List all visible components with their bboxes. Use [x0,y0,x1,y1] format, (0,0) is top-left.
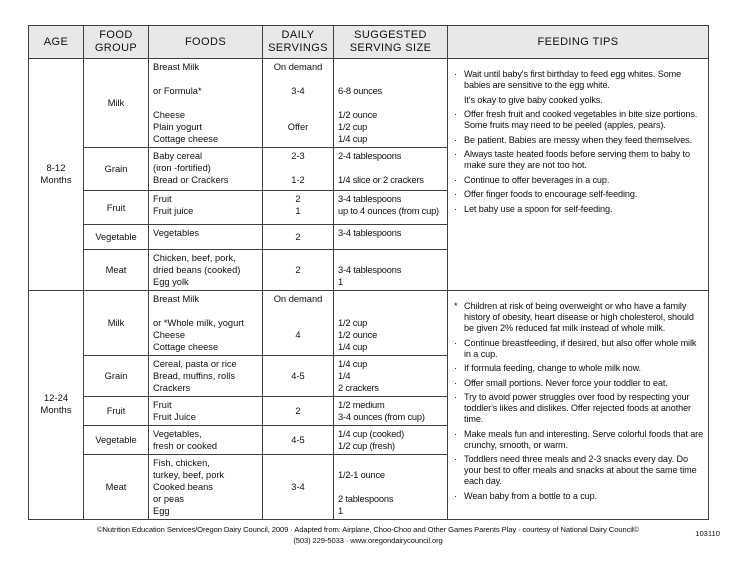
daily-servings-cell-line: 3-4 [291,86,305,96]
foods-cell-line: Chicken, beef, pork, [153,253,236,263]
feeding-tip [454,392,704,425]
tip-bullet: · [454,69,458,79]
daily-servings-cell-line: 2 [295,265,301,275]
serving-size-cell [334,250,448,291]
serving-size-cell [334,291,448,356]
feeding-chart-table [28,25,709,520]
food-group-cell: Fruit [84,397,149,426]
foods-cell-line: Bread, muffins, rolls [153,371,235,381]
serving-size-cell-line: 1/4 [338,371,351,381]
header-row [29,26,709,59]
foods-cell [149,225,263,250]
foods-cell-line: dried beans (cooked) [153,265,241,275]
serving-size-cell-line: 1/2 ounce [338,110,378,120]
serving-size-cell [334,426,448,455]
foods-cell-line: Egg [153,506,170,516]
tip-bullet: · [454,454,458,464]
serving-size-cell-line: 6-8 ounces [338,86,382,96]
food-group-cell: Fruit [84,191,149,225]
tip-text: Wean baby from a bottle to a cup. [464,490,598,501]
daily-servings-cell-line: 4-5 [291,371,305,381]
tip-text: Continue to offer beverages in a cup. [464,174,610,185]
serving-size-cell [334,397,448,426]
serving-size-cell-line: 2 crackers [338,383,379,393]
daily-servings-cell [263,455,334,520]
feeding-tip [454,175,704,186]
daily-servings-cell-line [267,305,329,317]
foods-cell-line: Vegetables, [153,429,202,439]
daily-servings-cell-line: 2 [295,232,301,242]
foods-cell-line: Cottage cheese [153,134,219,144]
foods-cell-line: Egg yolk [153,277,189,287]
foods-cell-line: or Formula* [153,86,202,96]
feeding-tip [454,204,704,215]
foods-cell-line: Cottage cheese [153,342,219,352]
serving-size-cell-line [338,97,443,109]
foods-cell [149,148,263,191]
serving-size-cell-line: 2-4 tablespoons [338,151,402,161]
tip-bullet: · [454,428,458,439]
tip-bullet [454,95,464,106]
column-header-food-group: FOOD GROUP [84,26,149,59]
daily-servings-cell-line: On demand [273,294,323,304]
feeding-tip [454,491,704,502]
tip-bullet: · [454,337,458,348]
foods-cell [149,250,263,291]
serving-size-cell-line: 1/4 cup [338,134,368,144]
tip-bullet: · [454,203,458,214]
daily-servings-cell [263,148,334,191]
food-group-cell: Milk [84,59,149,148]
serving-size-cell-line: 2 tablespoons [338,494,394,504]
serving-size-cell-line: 1/4 cup [338,342,368,352]
daily-servings-cell-line: On demand [273,62,323,72]
footer-contact-line: (503) 229-5033 · www.oregondairycouncil.org [293,536,443,545]
daily-servings-cell-line [267,317,329,329]
tip-text: Try to avoid power struggles over food by respecting your toddler's likes and dislikes. Offer rejected foods at another time. [464,392,691,424]
daily-servings-cell-line [267,133,329,145]
foods-cell-line: Fruit juice [153,206,194,216]
daily-servings-cell [263,250,334,291]
foods-cell-line [153,73,258,85]
daily-servings-cell-line: Offer [287,122,309,132]
daily-servings-cell [263,291,334,356]
feeding-tip [454,109,704,131]
feeding-tip [454,69,704,91]
feeding-tips-cell [448,59,709,291]
column-header-feeding-tips: FEEDING TIPS [448,26,709,59]
serving-size-cell-line: 1/2 cup (fresh) [338,441,395,451]
feeding-tips-cell [448,291,709,520]
serving-size-cell-line: 1/2 cup [338,122,368,132]
feeding-tip [454,301,704,334]
foods-cell-line: Fruit [153,194,172,204]
foods-cell-line: Baby cereal [153,151,203,161]
food-group-cell: Grain [84,356,149,397]
tip-text: It's okay to give baby cooked yolks. [464,94,603,105]
tip-text: If formula feeding, change to whole milk now. [464,363,641,373]
serving-size-cell-line: 1/4 cup (cooked) [338,429,405,439]
tip-bullet: · [454,134,458,145]
foods-cell [149,356,263,397]
daily-servings-cell-line: 1 [295,206,301,216]
daily-servings-cell [263,191,334,225]
serving-size-cell-line: 1/2 ounce [338,330,378,340]
serving-size-cell [334,225,448,250]
serving-size-cell-line: 1/4 slice or 2 crackers [338,175,424,185]
daily-servings-cell [263,59,334,148]
serving-size-cell [334,59,448,148]
tip-text: Offer finger foods to encourage self-feeding. [464,189,638,199]
daily-servings-cell-line: 4-5 [291,435,305,445]
daily-servings-cell-line: 2 [295,406,301,416]
serving-size-cell-line: 1/4 cup [338,359,368,369]
age-cell: 8-12 Months [29,59,84,291]
foods-cell-line [153,97,258,109]
feeding-tip [454,363,704,374]
serving-size-cell-line: 1 [338,506,343,516]
serving-size-cell-line: 1/2 medium [338,400,385,410]
daily-servings-cell-line [267,162,329,174]
table-row [29,291,709,356]
feeding-tip [454,135,704,146]
feeding-tip [454,338,704,360]
daily-servings-cell-line [267,109,329,121]
tip-bullet: · [454,490,458,501]
foods-cell [149,426,263,455]
foods-cell-line: (iron -fortified) [153,163,211,173]
foods-cell [149,291,263,356]
tip-bullet: · [454,377,458,388]
foods-cell-line: Fruit [153,400,172,410]
feeding-tip [454,429,704,451]
daily-servings-cell [263,397,334,426]
column-header-age: AGE [29,26,84,59]
foods-cell-line: turkey, beef, pork [153,470,225,480]
daily-servings-cell-line [267,341,329,353]
foods-cell-line: Breast Milk [153,294,199,304]
tip-text: Always taste heated foods before serving them to baby to make sure they are not too hot. [464,149,690,170]
food-group-cell: Grain [84,148,149,191]
serving-size-cell-line [338,252,443,264]
foods-cell-line: or peas [153,494,185,504]
tip-text: Offer small portions. Never force your toddler to eat. [464,377,668,388]
feeding-tip [454,149,704,171]
serving-size-cell [334,148,448,191]
serving-size-cell-line [338,162,443,174]
food-group-cell: Vegetable [84,426,149,455]
serving-size-cell [334,191,448,225]
foods-cell-line: Fruit Juice [153,412,196,422]
serving-size-cell-line [338,481,443,493]
foods-cell-line: Bread or Crackers [153,175,229,185]
tip-bullet: · [454,392,458,402]
serving-size-cell-line [338,293,443,305]
foods-cell-line: Cereal, pasta or rice [153,359,237,369]
foods-cell-line: Crackers [153,383,191,393]
daily-servings-cell-line [267,73,329,85]
serving-size-cell-line: 3-4 tablespoons [338,228,402,238]
foods-cell-line: or *Whole milk, yogurt [153,318,244,328]
tip-bullet: · [454,174,458,185]
tip-text: Children at risk of being overweight or who have a family history of obesity, heart disease or high cholesterol, should be given 2% reduced fat milk instead of whole milk. [464,301,694,333]
food-group-cell: Vegetable [84,225,149,250]
food-group-cell: Meat [84,455,149,520]
feeding-tip [454,454,704,487]
tip-bullet: · [454,109,458,119]
daily-servings-cell-line: 1-2 [291,175,305,185]
food-group-cell: Milk [84,291,149,356]
document-code: 103110 [695,529,720,538]
daily-servings-cell-line: 3-4 [291,482,305,492]
serving-size-cell-line [338,457,443,469]
serving-size-cell-line: 1/2 cup [338,318,368,328]
tip-bullet: · [454,149,458,159]
serving-size-cell-line [338,73,443,85]
serving-size-cell-line: 3-4 tablespoons [338,265,402,275]
tip-text: Let baby use a spoon for self-feeding. [464,203,613,214]
daily-servings-cell-line: 2 [295,194,301,204]
tip-text: Toddlers need three meals and 2-3 snacks every day. Do your best to offer meals and snacks at about the same time each day. [464,454,697,486]
serving-size-cell-line: 1 [338,277,343,287]
serving-size-cell-line: 3-4 ounces (from cup) [338,412,425,422]
foods-cell-line [153,305,258,317]
feeding-tip [454,189,704,200]
foods-cell [149,397,263,426]
tip-bullet: · [454,363,458,373]
column-header-daily-servings: DAILY SERVINGS [263,26,334,59]
serving-size-cell-line [338,305,443,317]
foods-cell [149,191,263,225]
daily-servings-cell-line [267,97,329,109]
age-cell: 12-24 Months [29,291,84,520]
column-header-foods: FOODS [149,26,263,59]
tip-text: Continue breastfeeding, if desired, but also offer whole milk in a cup. [464,337,697,359]
tip-text: Wait until baby's first birthday to feed egg whites. Some babies are sensitive to the egg white. [464,69,682,90]
food-group-cell: Meat [84,250,149,291]
serving-size-cell [334,356,448,397]
serving-size-cell-line: up to 4 ounces (from cup) [338,206,439,216]
daily-servings-cell-line: 4 [295,330,301,340]
daily-servings-cell-line: 2-3 [291,151,305,161]
foods-cell [149,455,263,520]
serving-size-cell-line [338,61,443,73]
foods-cell-line: Cooked beans [153,482,213,492]
foods-cell-line: Plain yogurt [153,122,203,132]
foods-cell-line: Cheese [153,330,186,340]
foods-cell-line: Vegetables [153,228,200,238]
serving-size-cell-line: 1/2-1 ounce [338,470,385,480]
foods-cell-line: Breast Milk [153,62,199,72]
column-header-suggested-serving-size: SUGGESTED SERVING SIZE [334,26,448,59]
foods-cell-line: Fish, chicken, [153,458,210,468]
tip-bullet: · [454,189,458,199]
serving-size-cell-line: 3-4 tablespoons [338,194,402,204]
serving-size-cell [334,455,448,520]
table-row [29,59,709,148]
footer-credit-line: ©Nutrition Education Services/Oregon Dairy Council, 2009 · Adapted from: Airplane, Choo-Choo and Other Games Parents Play · courtesy of National Dairy Council© [97,525,639,534]
foods-cell-line: fresh or cooked [153,441,218,451]
feeding-tip [454,378,704,389]
tip-bullet: * [454,301,458,311]
tip-text: Make meals fun and interesting. Serve colorful foods that are crunchy, smooth, or warm. [464,428,704,450]
foods-cell [149,59,263,148]
tip-text: Offer fresh fruit and cooked vegetables in bite size portions. Some fruits may need to be peeled (apples, pears). [464,109,698,130]
tip-text: Be patient. Babies are messy when they feed themselves. [464,134,693,145]
foods-cell-line: Cheese [153,110,186,120]
footer [0,524,736,546]
feeding-tip [454,95,704,106]
daily-servings-cell [263,356,334,397]
daily-servings-cell [263,225,334,250]
daily-servings-cell [263,426,334,455]
